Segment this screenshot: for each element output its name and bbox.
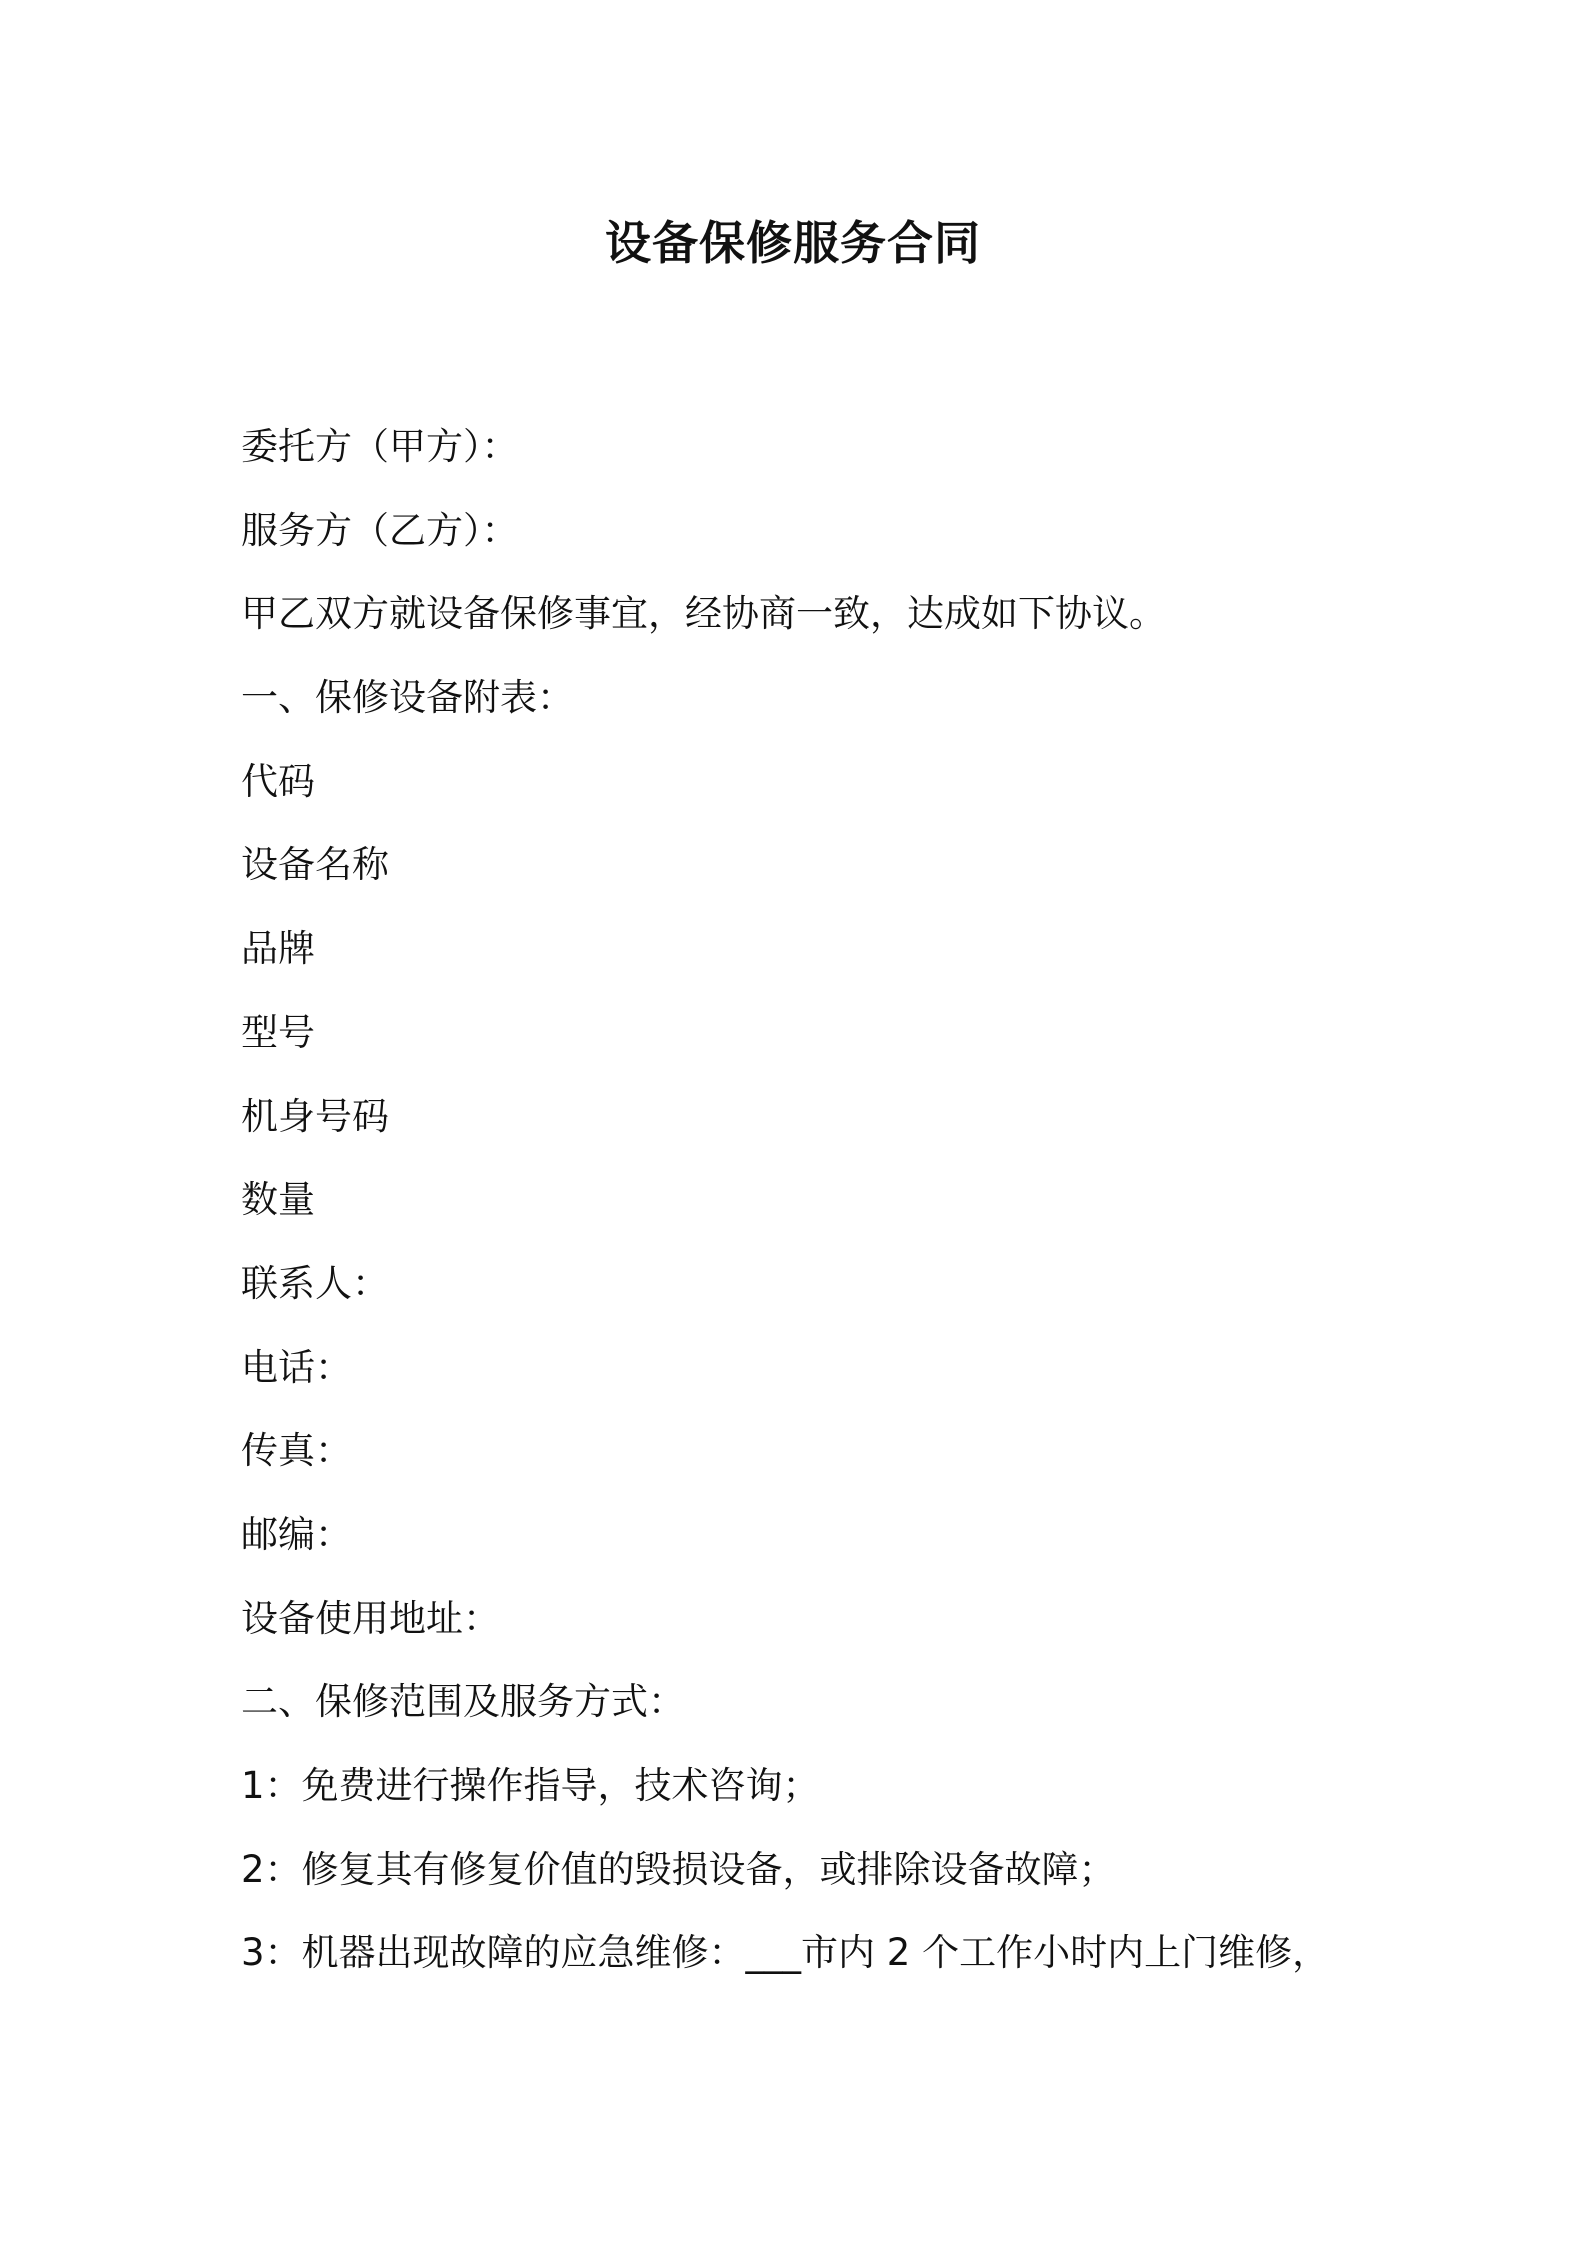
client-party-line: 委托方（甲方）： bbox=[241, 425, 519, 468]
section-heading-equipment: 一、保修设备附表： bbox=[241, 676, 574, 720]
field-fax: 传真： bbox=[241, 1429, 352, 1473]
field-contact-person: 联系人： bbox=[241, 1261, 389, 1305]
field-quantity: 数量 bbox=[241, 1178, 315, 1222]
scope-item-3: 3：机器出现故障的应急维修：___市内 2 个工作小时内上门维修， bbox=[241, 1931, 1330, 1975]
field-code: 代码 bbox=[241, 759, 315, 803]
field-postcode: 邮编： bbox=[241, 1512, 352, 1556]
field-serial-number: 机身号码 bbox=[241, 1094, 389, 1138]
section-heading-scope: 二、保修范围及服务方式： bbox=[241, 1680, 685, 1724]
service-party-line: 服务方（乙方）： bbox=[241, 508, 519, 552]
field-equipment-name: 设备名称 bbox=[241, 843, 389, 887]
agreement-intro-line: 甲乙双方就设备保修事宜，经协商一致，达成如下协议。 bbox=[241, 592, 1166, 636]
contract-body bbox=[241, 405, 1391, 1995]
document-title: 设备保修服务合同 bbox=[605, 216, 981, 270]
scope-item-1: 1：免费进行操作指导，技术咨询； bbox=[241, 1764, 820, 1807]
field-model: 型号 bbox=[241, 1010, 315, 1054]
field-brand: 品牌 bbox=[241, 927, 315, 971]
field-phone: 电话： bbox=[241, 1345, 352, 1389]
scope-item-2: 2：修复其有修复价值的毁损设备，或排除设备故障； bbox=[241, 1847, 1116, 1891]
field-equipment-address: 设备使用地址： bbox=[241, 1596, 500, 1640]
